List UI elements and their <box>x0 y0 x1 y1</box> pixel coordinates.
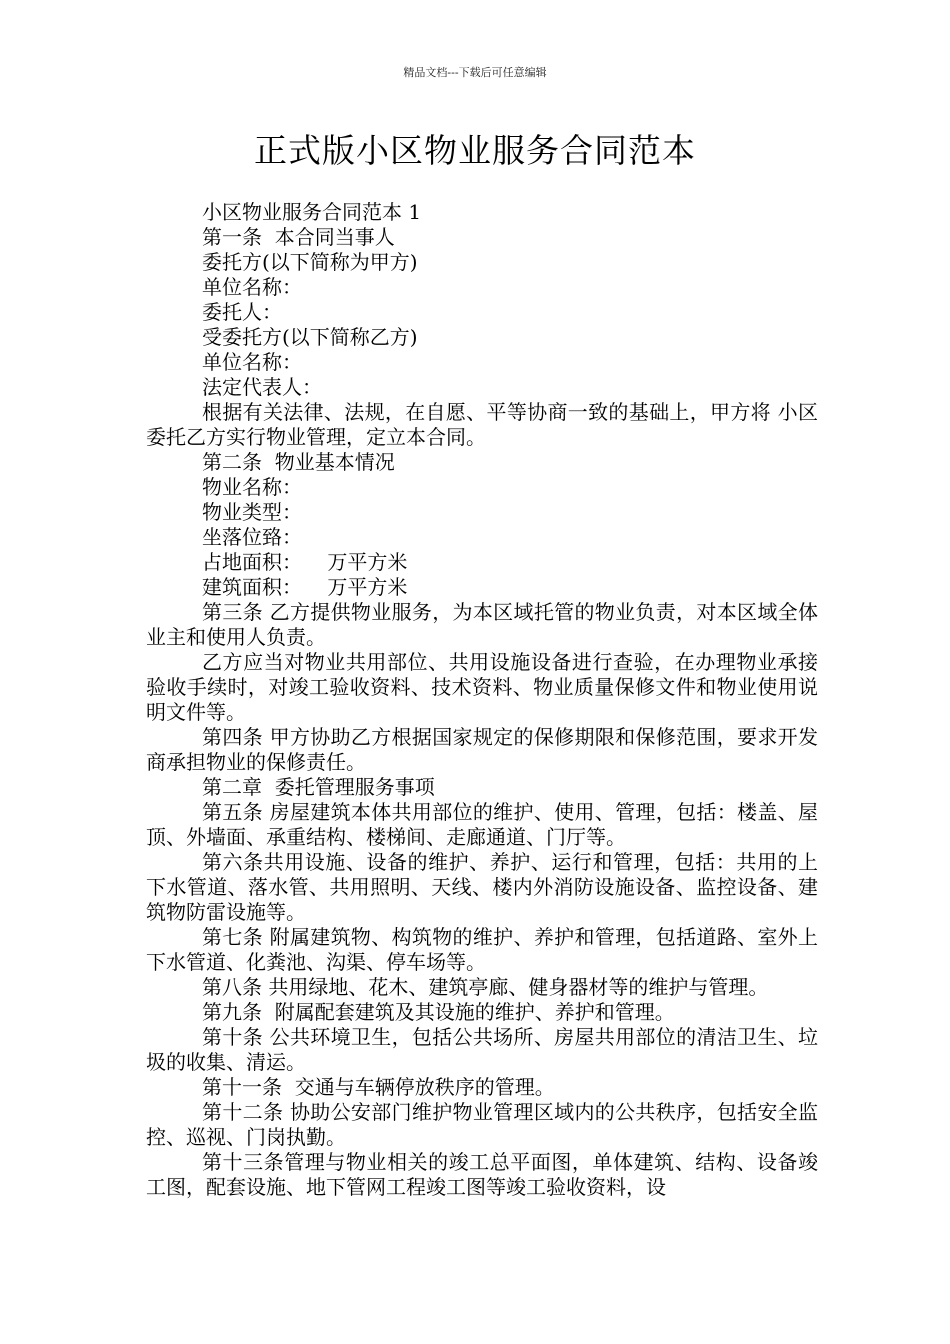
paragraph: 委托人： <box>202 300 282 324</box>
paragraph: 第四条 甲方协助乙方根据国家规定的保修期限和保修范围，要求开发商承担物业的保修责任。 <box>146 725 818 774</box>
paragraph: 第十三条管理与物业相关的竣工总平面图，单体建筑、结构、设备竣工图，配套设施、地下管网工程竣工图等竣工验收资料，设 <box>146 1150 818 1199</box>
paragraph: 第九条 附属配套建筑及其设施的维护、养护和管理。 <box>202 1000 675 1024</box>
paragraph: 单位名称： <box>202 275 302 299</box>
paragraph: 第三条 乙方提供物业服务，为本区域托管的物业负责，对本区域全体业主和使用人负责。 <box>146 600 818 649</box>
paragraph: 物业名称： <box>202 475 302 499</box>
paragraph: 单位名称： <box>202 350 302 374</box>
paragraph: 法定代表人： <box>202 375 322 399</box>
paragraph: 小区物业服务合同范本 1 <box>202 200 422 224</box>
paragraph: 第五条 房屋建筑本体共用部位的维护、使用、管理，包括：楼盖、屋顶、外墙面、承重结构、楼梯间、走廊通道、门厅等。 <box>146 800 818 849</box>
paragraph: 第十二条 协助公安部门维护物业管理区域内的公共秩序，包括安全监控、巡视、门岗执勤。 <box>146 1100 818 1149</box>
paragraph: 受委托方(以下简称乙方) <box>202 325 418 349</box>
document-title: 正式版小区物业服务合同范本 <box>254 131 696 170</box>
paragraph: 第七条 附属建筑物、构筑物的维护、养护和管理，包括道路、室外上下水管道、化粪池、沟渠、停车场等。 <box>146 925 818 974</box>
paragraph: 第二条 物业基本情况 <box>202 450 395 474</box>
paragraph: 第一条 本合同当事人 <box>202 225 395 249</box>
document-body <box>146 200 818 1200</box>
paragraph: 第八条 共用绿地、花木、建筑亭廊、健身器材等的维护与管理。 <box>202 975 769 999</box>
paragraph: 委托方(以下简称为甲方) <box>202 250 418 274</box>
paragraph: 第六条共用设施、设备的维护、养护、运行和管理，包括：共用的上下水管道、落水管、共用照明、天线、楼内外消防设施设备、监控设备、建筑物防雷设施等。 <box>146 850 818 924</box>
paragraph: 物业类型： <box>202 500 302 524</box>
paragraph: 第二章 委托管理服务事项 <box>202 775 435 799</box>
paragraph: 第十一条 交通与车辆停放秩序的管理。 <box>202 1075 555 1099</box>
paragraph: 第十条 公共环境卫生，包括公共场所、房屋共用部位的清洁卫生、垃圾的收集、清运。 <box>146 1025 818 1074</box>
paragraph: 根据有关法律、法规，在自愿、平等协商一致的基础上，甲方将 小区 委托乙方实行物业管理，定立本合同。 <box>146 400 818 449</box>
paragraph: 建筑面积： 万平方米 <box>202 575 408 599</box>
page-header: 精品文档---下载后可任意编辑 <box>403 66 547 79</box>
paragraph: 坐落位臵： <box>202 525 302 549</box>
paragraph: 占地面积： 万平方米 <box>202 550 408 574</box>
paragraph: 乙方应当对物业共用部位、共用设施设备进行查验，在办理物业承接验收手续时，对竣工验收资料、技术资料、物业质量保修文件和物业使用说明文件等。 <box>146 650 818 724</box>
